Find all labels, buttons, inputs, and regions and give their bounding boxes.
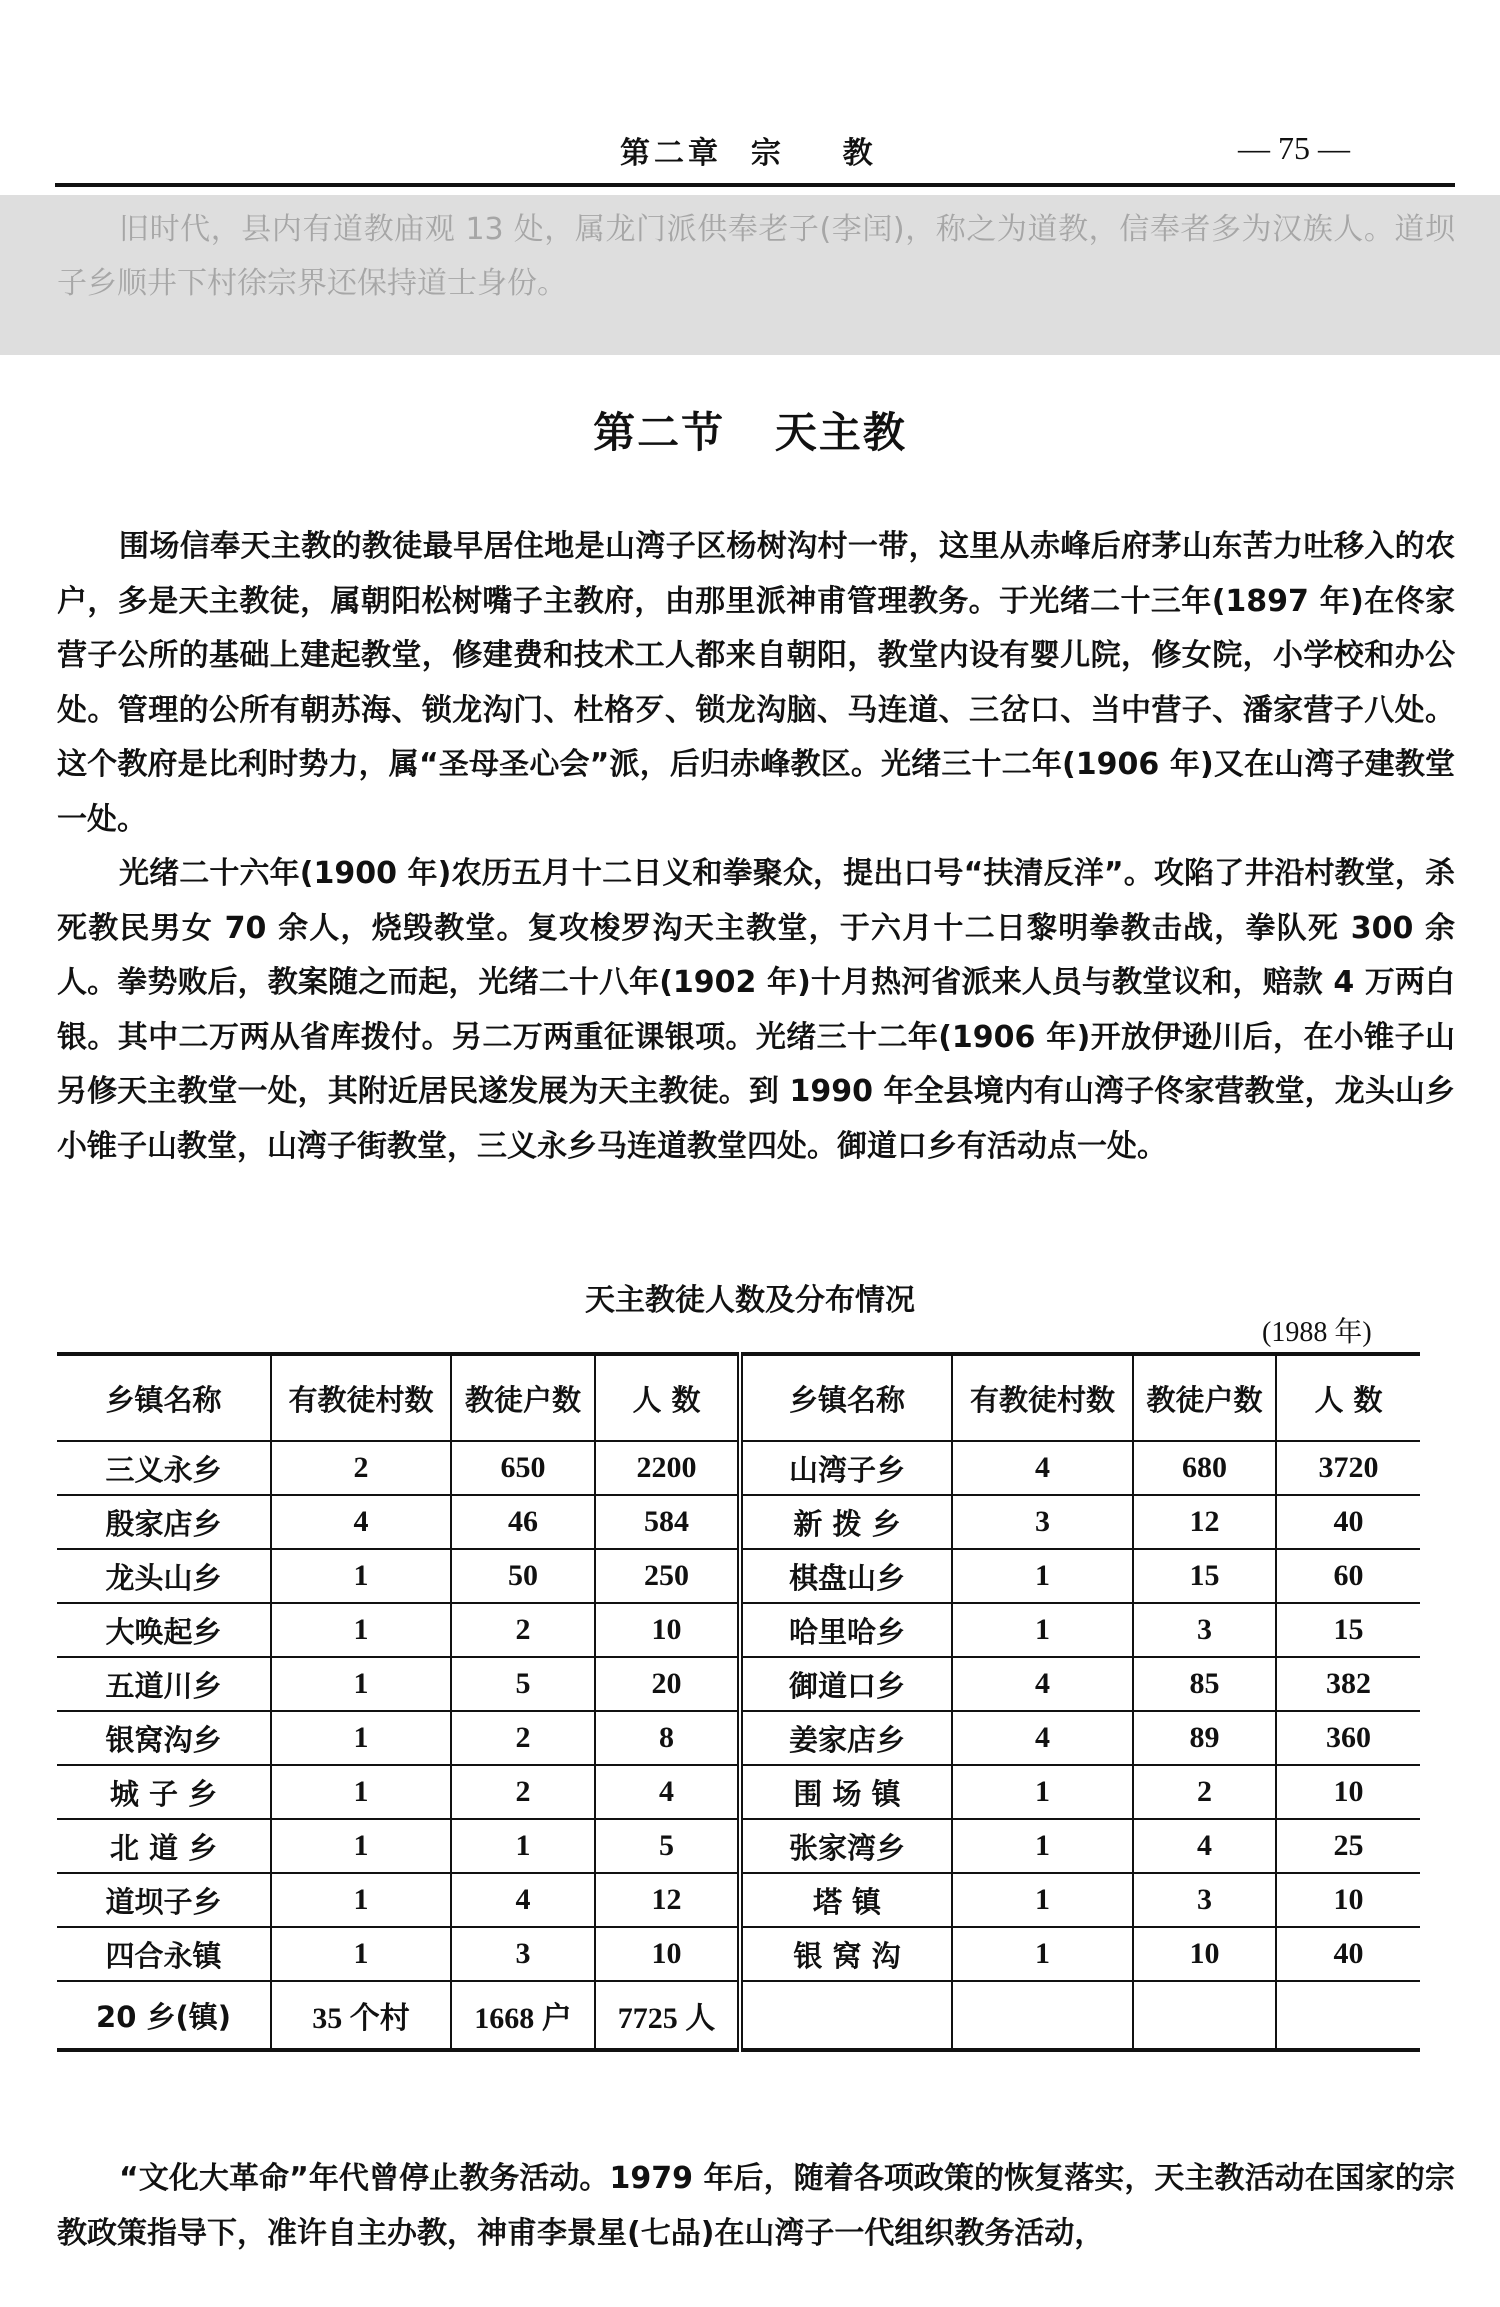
table-cell: 1 [271,1549,451,1603]
faded-overlay-band [0,195,1500,355]
column-header: 教徒户数 [1133,1354,1276,1441]
table-cell: 46 [451,1495,595,1549]
table-row [57,1603,1420,1657]
table-cell: 围 场 镇 [740,1765,952,1819]
table-row [57,1441,1420,1495]
table-cell: 银窝沟乡 [57,1711,271,1765]
section-title: 第二节 天主教 [593,408,907,457]
table-cell: 北 道 乡 [57,1819,271,1873]
table-cell: 20 [595,1657,740,1711]
table-cell: 7725 人 [595,1981,740,2050]
table-cell: 三义永乡 [57,1441,271,1495]
table-row [57,1549,1420,1603]
column-header: 人 数 [595,1354,740,1441]
table-cell: 1 [271,1711,451,1765]
table-cell [1276,1981,1420,2050]
faded-paragraph: 旧时代，县内有道教庙观 13 处，属龙门派供奉老子(李闰)，称之为道教，信奉者多为汉族人。道坝子乡顺井下村徐宗界还保持道士身份。 [57,212,1455,301]
table-cell: 10 [1133,1927,1276,1981]
table-cell: 584 [595,1495,740,1549]
table-cell: 12 [1133,1495,1276,1549]
page-number: — 75 — [1238,130,1350,166]
table-row [57,1927,1420,1981]
table-cell: 1 [271,1873,451,1927]
table-cell: 塔 镇 [740,1873,952,1927]
table-cell: 50 [451,1549,595,1603]
table-cell: 2 [451,1711,595,1765]
table-row [57,1819,1420,1873]
table-header-row [57,1354,1420,1441]
table-cell: 4 [952,1657,1133,1711]
table-total-row [57,1981,1420,2050]
table-cell: 张家湾乡 [740,1819,952,1873]
column-header: 有教徒村数 [952,1354,1133,1441]
distribution-table [57,1352,1420,2052]
table-cell: 25 [1276,1819,1420,1873]
table-cell: 3 [451,1927,595,1981]
paragraph: “文化大革命”年代曾停止教务活动。1979 年后，随着各项政策的恢复落实，天主教活动在国家的宗教政策指导下，准许自主办教，神甫李景星(七品)在山湾子一代组织教务活动， [57,2161,1455,2251]
table-cell: 15 [1276,1603,1420,1657]
table-cell: 4 [595,1765,740,1819]
table-cell: 40 [1276,1927,1420,1981]
table-cell: 60 [1276,1549,1420,1603]
table-cell: 3 [1133,1603,1276,1657]
table-cell: 15 [1133,1549,1276,1603]
table-cell: 1 [271,1765,451,1819]
body-text [57,520,1455,1174]
table-cell: 40 [1276,1495,1420,1549]
table-cell: 1 [952,1819,1133,1873]
table-cell: 8 [595,1711,740,1765]
table-cell: 10 [1276,1765,1420,1819]
table-year-note: (1988 年) [1262,1317,1372,1348]
column-header: 教徒户数 [451,1354,595,1441]
table-cell: 10 [595,1603,740,1657]
table-cell: 龙头山乡 [57,1549,271,1603]
table-cell: 哈里哈乡 [740,1603,952,1657]
table-cell: 85 [1133,1657,1276,1711]
table-cell: 2 [451,1765,595,1819]
closing-text [57,2152,1455,2261]
table-cell: 89 [1133,1711,1276,1765]
table-cell: 1 [271,1819,451,1873]
table-cell: 3 [1133,1873,1276,1927]
table-cell: 680 [1133,1441,1276,1495]
table-row [57,1765,1420,1819]
table-cell: 姜家店乡 [740,1711,952,1765]
table-cell: 5 [451,1657,595,1711]
table-cell: 1 [271,1657,451,1711]
table-cell: 20 乡(镇) [57,1981,271,2050]
table-cell: 四合永镇 [57,1927,271,1981]
table-row [57,1711,1420,1765]
table-cell: 道坝子乡 [57,1873,271,1927]
table-cell: 4 [271,1495,451,1549]
table-cell: 360 [1276,1711,1420,1765]
table-cell: 3720 [1276,1441,1420,1495]
column-header: 乡镇名称 [740,1354,952,1441]
table-cell: 1 [952,1549,1133,1603]
table-row [57,1873,1420,1927]
table-cell [1133,1981,1276,2050]
table-cell: 2 [271,1441,451,1495]
paragraph: 光绪二十六年(1900 年)农历五月十二日义和拳聚众，提出口号“扶清反洋”。攻陷了井沿村教堂，杀死教民男女 70 余人，烧毁教堂。复攻梭罗沟天主教堂，于六月十二日黎明拳教击战，拳队死 300 余人。拳势败后，教案随之而起，光绪二十八年(1902 年)十月热河省派来人员与教堂议和，赔款 4 万两白银。其中二万两从省库拨付。另二万两重征课银项。光绪三十二年(1906 年)开放伊逊川后，在小锥子山另修天主教堂一处，其附近居民遂发展为天主教徒。到 1990 年全县境内有山湾子佟家营教堂，龙头山乡小锥子山教堂，山湾子街教堂，三义永乡马连道教堂四处。御道口乡有活动点一处。 [57,856,1455,1164]
table-cell: 12 [595,1873,740,1927]
table-cell: 10 [595,1927,740,1981]
table-cell: 3 [952,1495,1133,1549]
table-cell: 1 [271,1603,451,1657]
chapter-title: 第二章 宗 教 [620,136,877,171]
table-cell: 大唤起乡 [57,1603,271,1657]
table-cell [952,1981,1133,2050]
table-cell: 五道川乡 [57,1657,271,1711]
table-cell: 1 [952,1873,1133,1927]
table-cell: 2 [451,1603,595,1657]
table-cell: 2200 [595,1441,740,1495]
table-title: 天主教徒人数及分布情况 [585,1283,915,1318]
table-cell: 新 拨 乡 [740,1495,952,1549]
table-cell [740,1981,952,2050]
table-row [57,1657,1420,1711]
table-cell: 35 个村 [271,1981,451,2050]
running-head [0,128,1500,178]
table-cell: 10 [1276,1873,1420,1927]
table-cell: 殷家店乡 [57,1495,271,1549]
table-cell: 2 [1133,1765,1276,1819]
table-cell: 1 [952,1765,1133,1819]
table-cell: 御道口乡 [740,1657,952,1711]
table-cell: 1 [451,1819,595,1873]
table-cell: 1 [271,1927,451,1981]
table-cell: 250 [595,1549,740,1603]
table-cell: 银 窝 沟 [740,1927,952,1981]
column-header: 人 数 [1276,1354,1420,1441]
table-cell: 1 [952,1927,1133,1981]
table-cell: 棋盘山乡 [740,1549,952,1603]
column-header: 有教徒村数 [271,1354,451,1441]
table-cell: 山湾子乡 [740,1441,952,1495]
table-cell: 城 子 乡 [57,1765,271,1819]
header-rule [55,183,1455,187]
table-cell: 4 [952,1711,1133,1765]
table-row [57,1495,1420,1549]
paragraph: 围场信奉天主教的教徒最早居住地是山湾子区杨树沟村一带，这里从赤峰后府茅山东苦力吐移入的农户，多是天主教徒，属朝阳松树嘴子主教府，由那里派神甫管理教务。于光绪二十三年(1897 年)在佟家营子公所的基础上建起教堂，修建费和技术工人都来自朝阳，教堂内设有婴儿院，修女院，小学校和办公处。管理的公所有朝苏海、锁龙沟门、杜格歹、锁龙沟脑、马连道、三岔口、当中营子、潘家营子八处。这个教府是比利时势力，属“圣母圣心会”派，后归赤峰教区。光绪三十二年(1906 年)又在山湾子建教堂一处。 [57,529,1455,837]
table-cell: 650 [451,1441,595,1495]
table-cell: 4 [1133,1819,1276,1873]
table-cell: 1 [952,1603,1133,1657]
table-cell: 1668 户 [451,1981,595,2050]
table-cell: 382 [1276,1657,1420,1711]
column-header: 乡镇名称 [57,1354,271,1441]
table-cell: 4 [952,1441,1133,1495]
table-cell: 5 [595,1819,740,1873]
table-cell: 4 [451,1873,595,1927]
